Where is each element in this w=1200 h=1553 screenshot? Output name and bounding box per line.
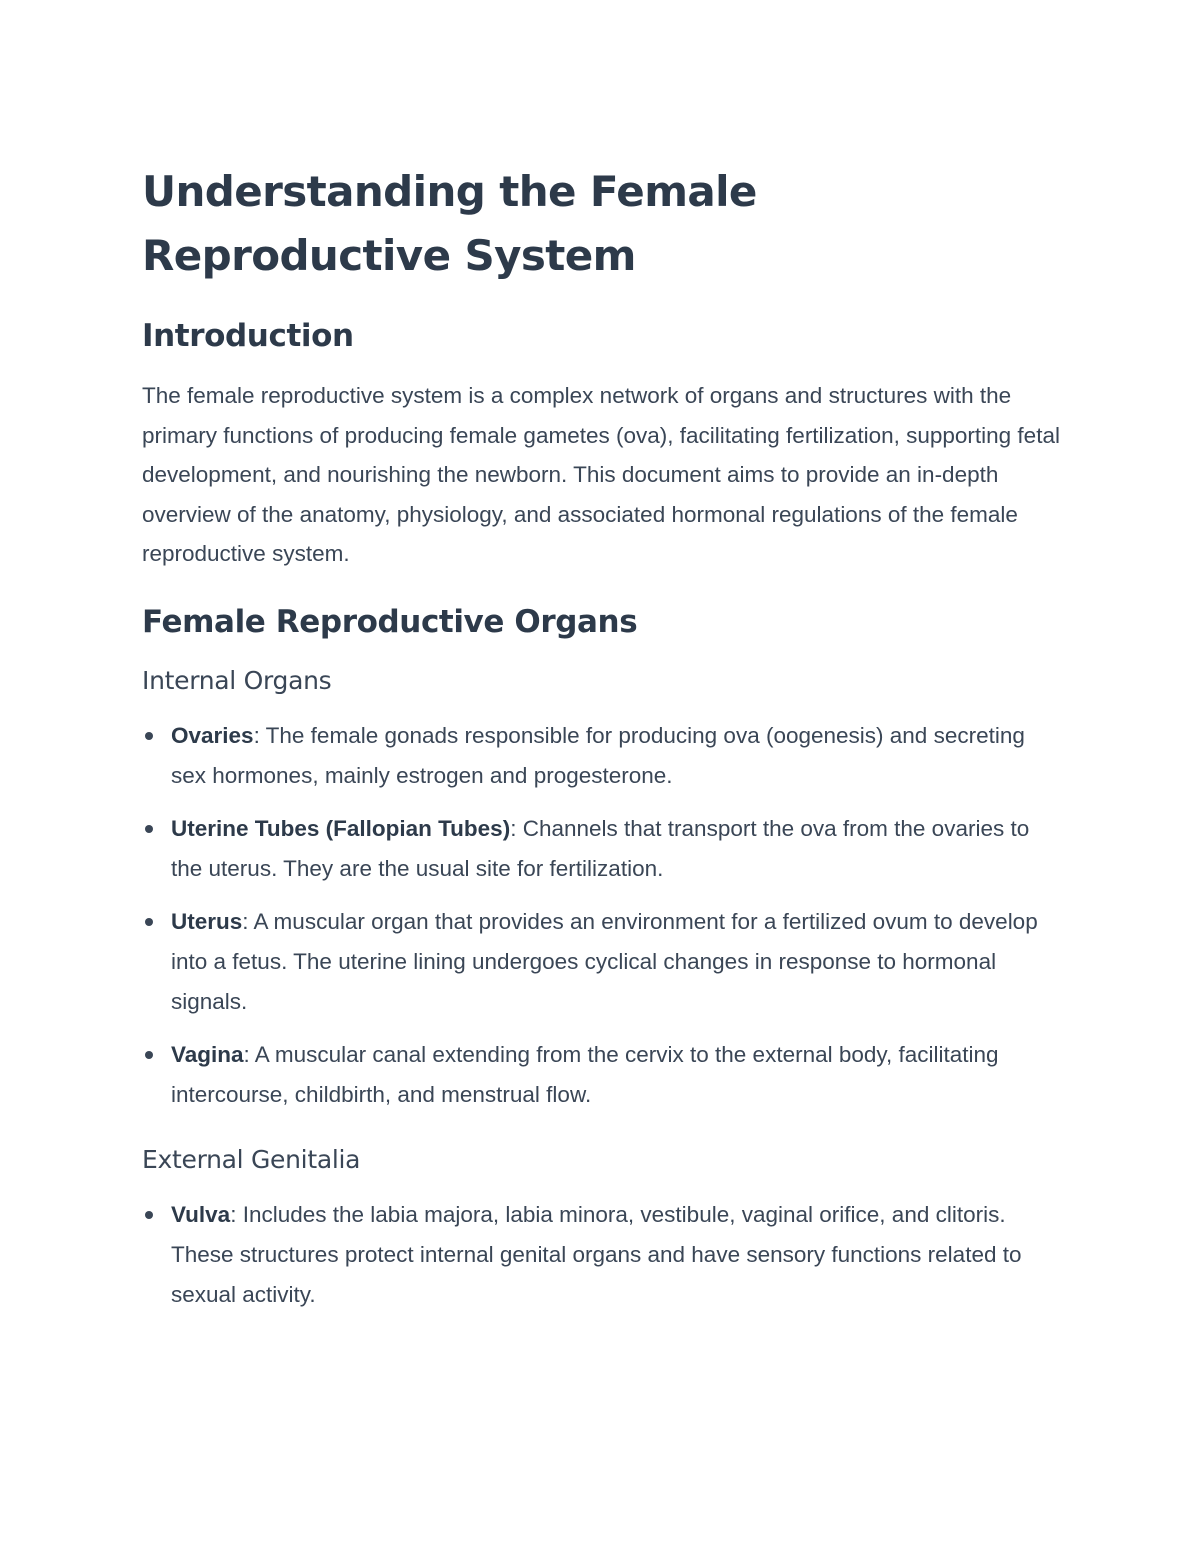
internal-organs-list bbox=[142, 716, 1062, 1115]
document-title-line-1: Understanding the Female bbox=[142, 167, 757, 216]
bullet-icon bbox=[145, 1211, 153, 1219]
item-description: : Channels that transport the ova from the ovaries to the uterus. They are the usual site for fertilization. bbox=[171, 815, 1030, 881]
introduction-heading: Introduction bbox=[142, 318, 354, 354]
introduction-paragraph: The female reproductive system is a complex network of organs and structures with the primary functions of producing female gametes (ova), facilitating fertilization, supporting fetal development, and nourishing the newborn. This document aims to provide an in-depth overview of the anatomy, physiology, and associated hormonal regulations of the female reproductive system. bbox=[142, 383, 1060, 567]
item-description: : The female gonads responsible for producing ova (oogenesis) and secreting sex hormones, mainly estrogen and progesterone. bbox=[171, 722, 1025, 788]
document-page bbox=[142, 160, 1062, 1341]
item-description: : A muscular organ that provides an environment for a fertilized ovum to develop into a fetus. The uterine lining undergoes cyclical changes in response to hormonal signals. bbox=[171, 908, 1038, 1014]
external-genitalia-heading: External Genitalia bbox=[142, 1144, 361, 1174]
list-item bbox=[142, 716, 1062, 796]
bullet-icon bbox=[145, 918, 153, 926]
bullet-icon bbox=[145, 1051, 153, 1059]
list-item bbox=[142, 1195, 1062, 1315]
bullet-icon bbox=[145, 732, 153, 740]
list-item bbox=[142, 902, 1062, 1022]
list-item bbox=[142, 809, 1062, 889]
item-term: Uterine Tubes (Fallopian Tubes) bbox=[171, 815, 511, 841]
item-description: : A muscular canal extending from the cervix to the external body, facilitating intercourse, childbirth, and menstrual flow. bbox=[171, 1041, 999, 1107]
item-term: Ovaries bbox=[171, 722, 254, 748]
document-title-line-2: Reproductive System bbox=[142, 231, 636, 280]
list-item bbox=[142, 1035, 1062, 1115]
bullet-icon bbox=[145, 825, 153, 833]
external-genitalia-list bbox=[142, 1195, 1062, 1315]
item-description: : Includes the labia majora, labia minora, vestibule, vaginal orifice, and clitoris. These structures protect internal genital organs and have sensory functions related to sexual activity. bbox=[171, 1201, 1022, 1307]
item-term: Uterus bbox=[171, 908, 243, 934]
document-title bbox=[142, 160, 1062, 288]
item-term: Vagina bbox=[171, 1041, 244, 1067]
organs-heading: Female Reproductive Organs bbox=[142, 603, 638, 640]
item-term: Vulva bbox=[171, 1201, 231, 1227]
internal-organs-heading: Internal Organs bbox=[142, 665, 332, 695]
